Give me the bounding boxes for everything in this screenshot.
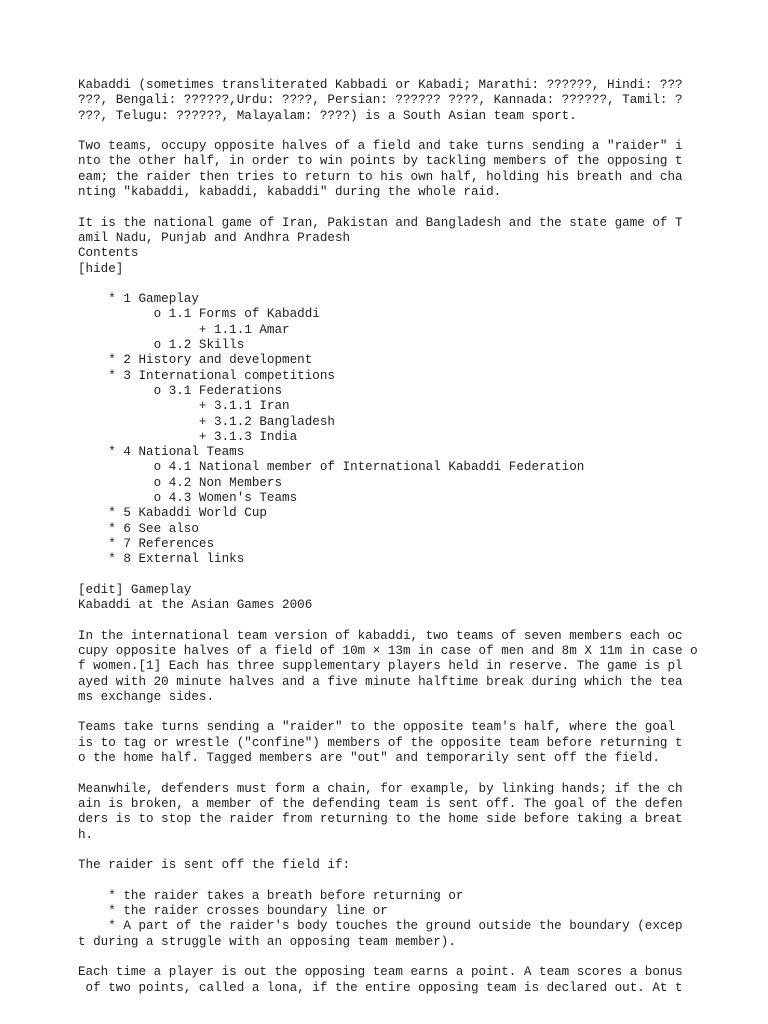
document-line: amil Nadu, Punjab and Andhra Pradesh (78, 230, 351, 245)
document-line: + 1.1.1 Amar (78, 322, 290, 337)
document-line: * 1 Gameplay (78, 292, 199, 307)
document-line: ???, Bengali: ??????,Urdu: ????, Persian: ?????? ????, Kannada: ??????, Tamil: ? (78, 93, 683, 108)
document-line: * the raider takes a breath before returning or (78, 888, 464, 903)
document-line: Teams take turns sending a "raider" to the opposite team's half, where the goal (78, 720, 676, 735)
document-line (78, 613, 698, 628)
document-line: * 3 International competitions (78, 368, 335, 383)
document-line (78, 200, 698, 215)
document-line (78, 705, 698, 720)
document-line: cupy opposite halves of a field of 10m × 13m in case of men and 8m X 11m in case o (78, 643, 698, 658)
document-line: * 6 See also (78, 521, 199, 536)
document-line: eam; the raider then tries to return to his own half, holding his breath and cha (78, 169, 683, 184)
document-line: ???, Telugu: ??????, Malayalam: ????) is a South Asian team sport. (78, 108, 577, 123)
document-line: The raider is sent off the field if: (78, 858, 351, 873)
document-line (78, 568, 698, 583)
document-line: Kabaddi at the Asian Games 2006 (78, 598, 313, 613)
document-line: ders is to stop the raider from returning to the home side before taking a breat (78, 812, 683, 827)
document-line: * A part of the raider's body touches the ground outside the boundary (excep (78, 919, 683, 934)
document-line: f women.[1] Each has three supplementary players held in reserve. The game is pl (78, 659, 683, 674)
document-line: o 3.1 Federations (78, 383, 283, 398)
document-line: o the home half. Tagged members are "out" and temporarily sent off the field. (78, 751, 660, 766)
document-line: + 3.1.3 India (78, 429, 298, 444)
document-line: ain is broken, a member of the defending team is sent off. The goal of the defen (78, 796, 683, 811)
document-line: o 4.1 National member of International Kabaddi Federation (78, 460, 585, 475)
document-line: [edit] Gameplay (78, 582, 192, 597)
document-line: * 4 National Teams (78, 445, 245, 460)
document-line: Each time a player is out the opposing team earns a point. A team scores a bonus (78, 965, 683, 980)
document-line: * 2 History and development (78, 353, 313, 368)
document-body (78, 78, 698, 996)
document-line: nting "kabaddi, kabaddi, kabaddi" during the whole raid. (78, 185, 502, 200)
document-line: ms exchange sides. (78, 689, 215, 704)
document-line (78, 766, 698, 781)
document-line: * the raider crosses boundary line or (78, 904, 388, 919)
document-line: [hide] (78, 261, 124, 276)
document-line: o 1.1 Forms of Kabaddi (78, 307, 320, 322)
document-line: o 4.2 Non Members (78, 475, 283, 490)
document-line: + 3.1.1 Iran (78, 399, 290, 414)
document-line: is to tag or wrestle ("confine") members of the opposite team before returning t (78, 735, 683, 750)
document-line: nto the other half, in order to win points by tackling members of the opposing t (78, 154, 683, 169)
document-line: o 1.2 Skills (78, 338, 245, 353)
document-line: Two teams, occupy opposite halves of a field and take turns sending a "raider" i (78, 139, 683, 154)
document-line (78, 843, 698, 858)
document-line: of two points, called a lona, if the entire opposing team is declared out. At t (78, 980, 683, 995)
document-line: + 3.1.2 Bangladesh (78, 414, 335, 429)
document-line: h. (78, 827, 94, 842)
document-line (78, 277, 698, 292)
document-line: Meanwhile, defenders must form a chain, for example, by linking hands; if the ch (78, 781, 683, 796)
document-line (78, 950, 698, 965)
document-line: It is the national game of Iran, Pakistan and Bangladesh and the state game of T (78, 215, 683, 230)
document-line: Kabaddi (sometimes transliterated Kabbadi or Kabadi; Marathi: ??????, Hindi: ??? (78, 78, 683, 92)
document-line: Contents (78, 246, 139, 261)
document-line (78, 124, 698, 139)
document-line: * 8 External links (78, 552, 245, 567)
document-line: In the international team version of kabaddi, two teams of seven members each oc (78, 628, 683, 643)
document-line: * 5 Kabaddi World Cup (78, 506, 267, 521)
document-line: o 4.3 Women's Teams (78, 491, 298, 506)
document-line: t during a struggle with an opposing team member). (78, 934, 456, 949)
document-line: ayed with 20 minute halves and a five minute halftime break during which the tea (78, 674, 683, 689)
document-line: * 7 References (78, 536, 215, 551)
document-line (78, 873, 698, 888)
